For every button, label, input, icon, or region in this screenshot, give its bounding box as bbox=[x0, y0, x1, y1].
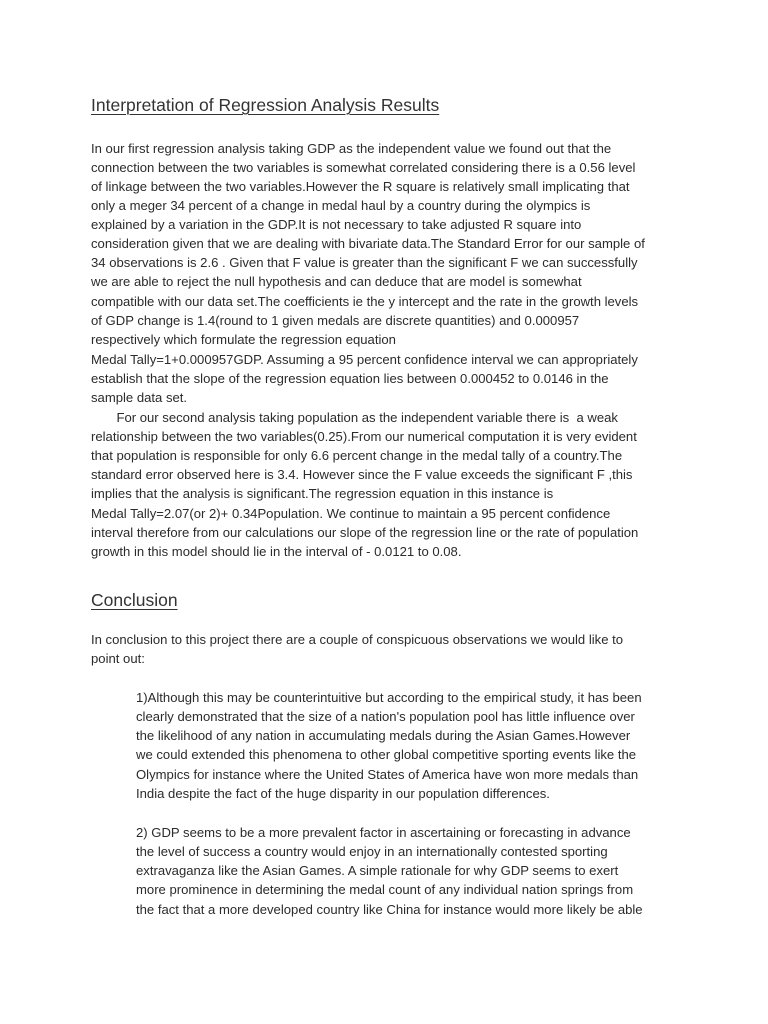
conclusion-point-1-line: clearly demonstrated that the size of a nation's population pool has little influence over bbox=[136, 709, 635, 724]
paragraph-line: that population is responsible for only 6.6 percent change in the medal tally of a country.The bbox=[91, 448, 623, 463]
paragraph-line: only a meger 34 percent of a change in medal haul by a country during the olympics is bbox=[91, 198, 591, 213]
conclusion-point-1-line: we could extended this phenomena to other global competitive sporting events like the bbox=[136, 747, 637, 762]
conclusion-point-2-line: more prominence in determining the medal count of any individual nation springs from bbox=[136, 882, 634, 897]
paragraph-line: sample data set. bbox=[91, 390, 188, 405]
paragraph-line: consideration given that we are dealing with bivariate data.The Standard Error for our sample of bbox=[91, 236, 645, 251]
paragraph-line: of GDP change is 1.4(round to 1 given medals are discrete quantities) and 0.000957 bbox=[91, 313, 580, 328]
conclusion-point-2-line: the level of success a country would enjoy in an internationally contested sporting bbox=[136, 844, 608, 859]
regression-equation-population: Medal Tally=2.07(or 2)+ 0.34Population. We continue to maintain a 95 percent confidence bbox=[91, 506, 611, 521]
paragraph-line: growth in this model should lie in the interval of - 0.0121 to 0.08. bbox=[91, 544, 462, 559]
paragraph-line: In our first regression analysis taking GDP as the independent value we found out that the bbox=[91, 141, 612, 156]
conclusion-point-2-line: extravaganza like the Asian Games. A simple rationale for why GDP seems to exert bbox=[136, 863, 619, 878]
paragraph-line: respectively which formulate the regression equation bbox=[91, 332, 396, 347]
conclusion-intro-line: point out: bbox=[91, 651, 145, 666]
paragraph-line: establish that the slope of the regression equation lies between 0.000452 to 0.0146 in the bbox=[91, 371, 609, 386]
paragraph-line: of linkage between the two variables.However the R square is relatively small implicating that bbox=[91, 179, 630, 194]
paragraph-line: 34 observations is 2.6 . Given that F value is greater than the significant F we can successfully bbox=[91, 255, 638, 270]
regression-equation-gdp: Medal Tally=1+0.000957GDP. Assuming a 95 percent confidence interval we can appropriately bbox=[91, 352, 638, 367]
paragraph-line: relationship between the two variables(0.25).From our numerical computation it is very evident bbox=[91, 429, 637, 444]
conclusion-point-1-line: Olympics for instance where the United States of America have won more medals than bbox=[136, 767, 639, 782]
conclusion-point-1-line: 1)Although this may be counterintuitive but according to the empirical study, it has been bbox=[136, 690, 642, 705]
paragraph-line: standard error observed here is 3.4. However since the F value exceeds the significant F ,this bbox=[91, 467, 633, 482]
paragraph-line: compatible with our data set.The coefficients ie the y intercept and the rate in the growth levels bbox=[91, 294, 639, 309]
paragraph-line: explained by a variation in the GDP.It is not necessary to take adjusted R square into bbox=[91, 217, 582, 232]
conclusion-point-1-line: the likelihood of any nation in accumulating medals during the Asian Games.However bbox=[136, 728, 631, 743]
paragraph-line: we are able to reject the null hypothesis and can deduce that are model is somewhat bbox=[91, 274, 582, 289]
conclusion-point-2-line: the fact that a more developed country like China for instance would more likely be able bbox=[136, 902, 643, 917]
paragraph-line: implies that the analysis is significant.The regression equation in this instance is bbox=[91, 486, 554, 501]
conclusion-intro-line: In conclusion to this project there are a couple of conspicuous observations we would like to bbox=[91, 632, 624, 647]
paragraph-line: interval therefore from our calculations our slope of the regression line or the rate of population bbox=[91, 525, 639, 540]
section-heading-regression: Interpretation of Regression Analysis Results bbox=[91, 95, 440, 115]
section-heading-conclusion: Conclusion bbox=[91, 590, 178, 610]
conclusion-point-2-line: 2) GDP seems to be a more prevalent factor in ascertaining or forecasting in advance bbox=[136, 825, 631, 840]
paragraph-line: connection between the two variables is somewhat correlated considering there is a 0.56 level bbox=[91, 160, 636, 175]
paragraph-line: For our second analysis taking population as the independent variable there is a weak bbox=[91, 410, 618, 425]
conclusion-point-1-line: India despite the fact of the huge disparity in our population differences. bbox=[136, 786, 550, 801]
